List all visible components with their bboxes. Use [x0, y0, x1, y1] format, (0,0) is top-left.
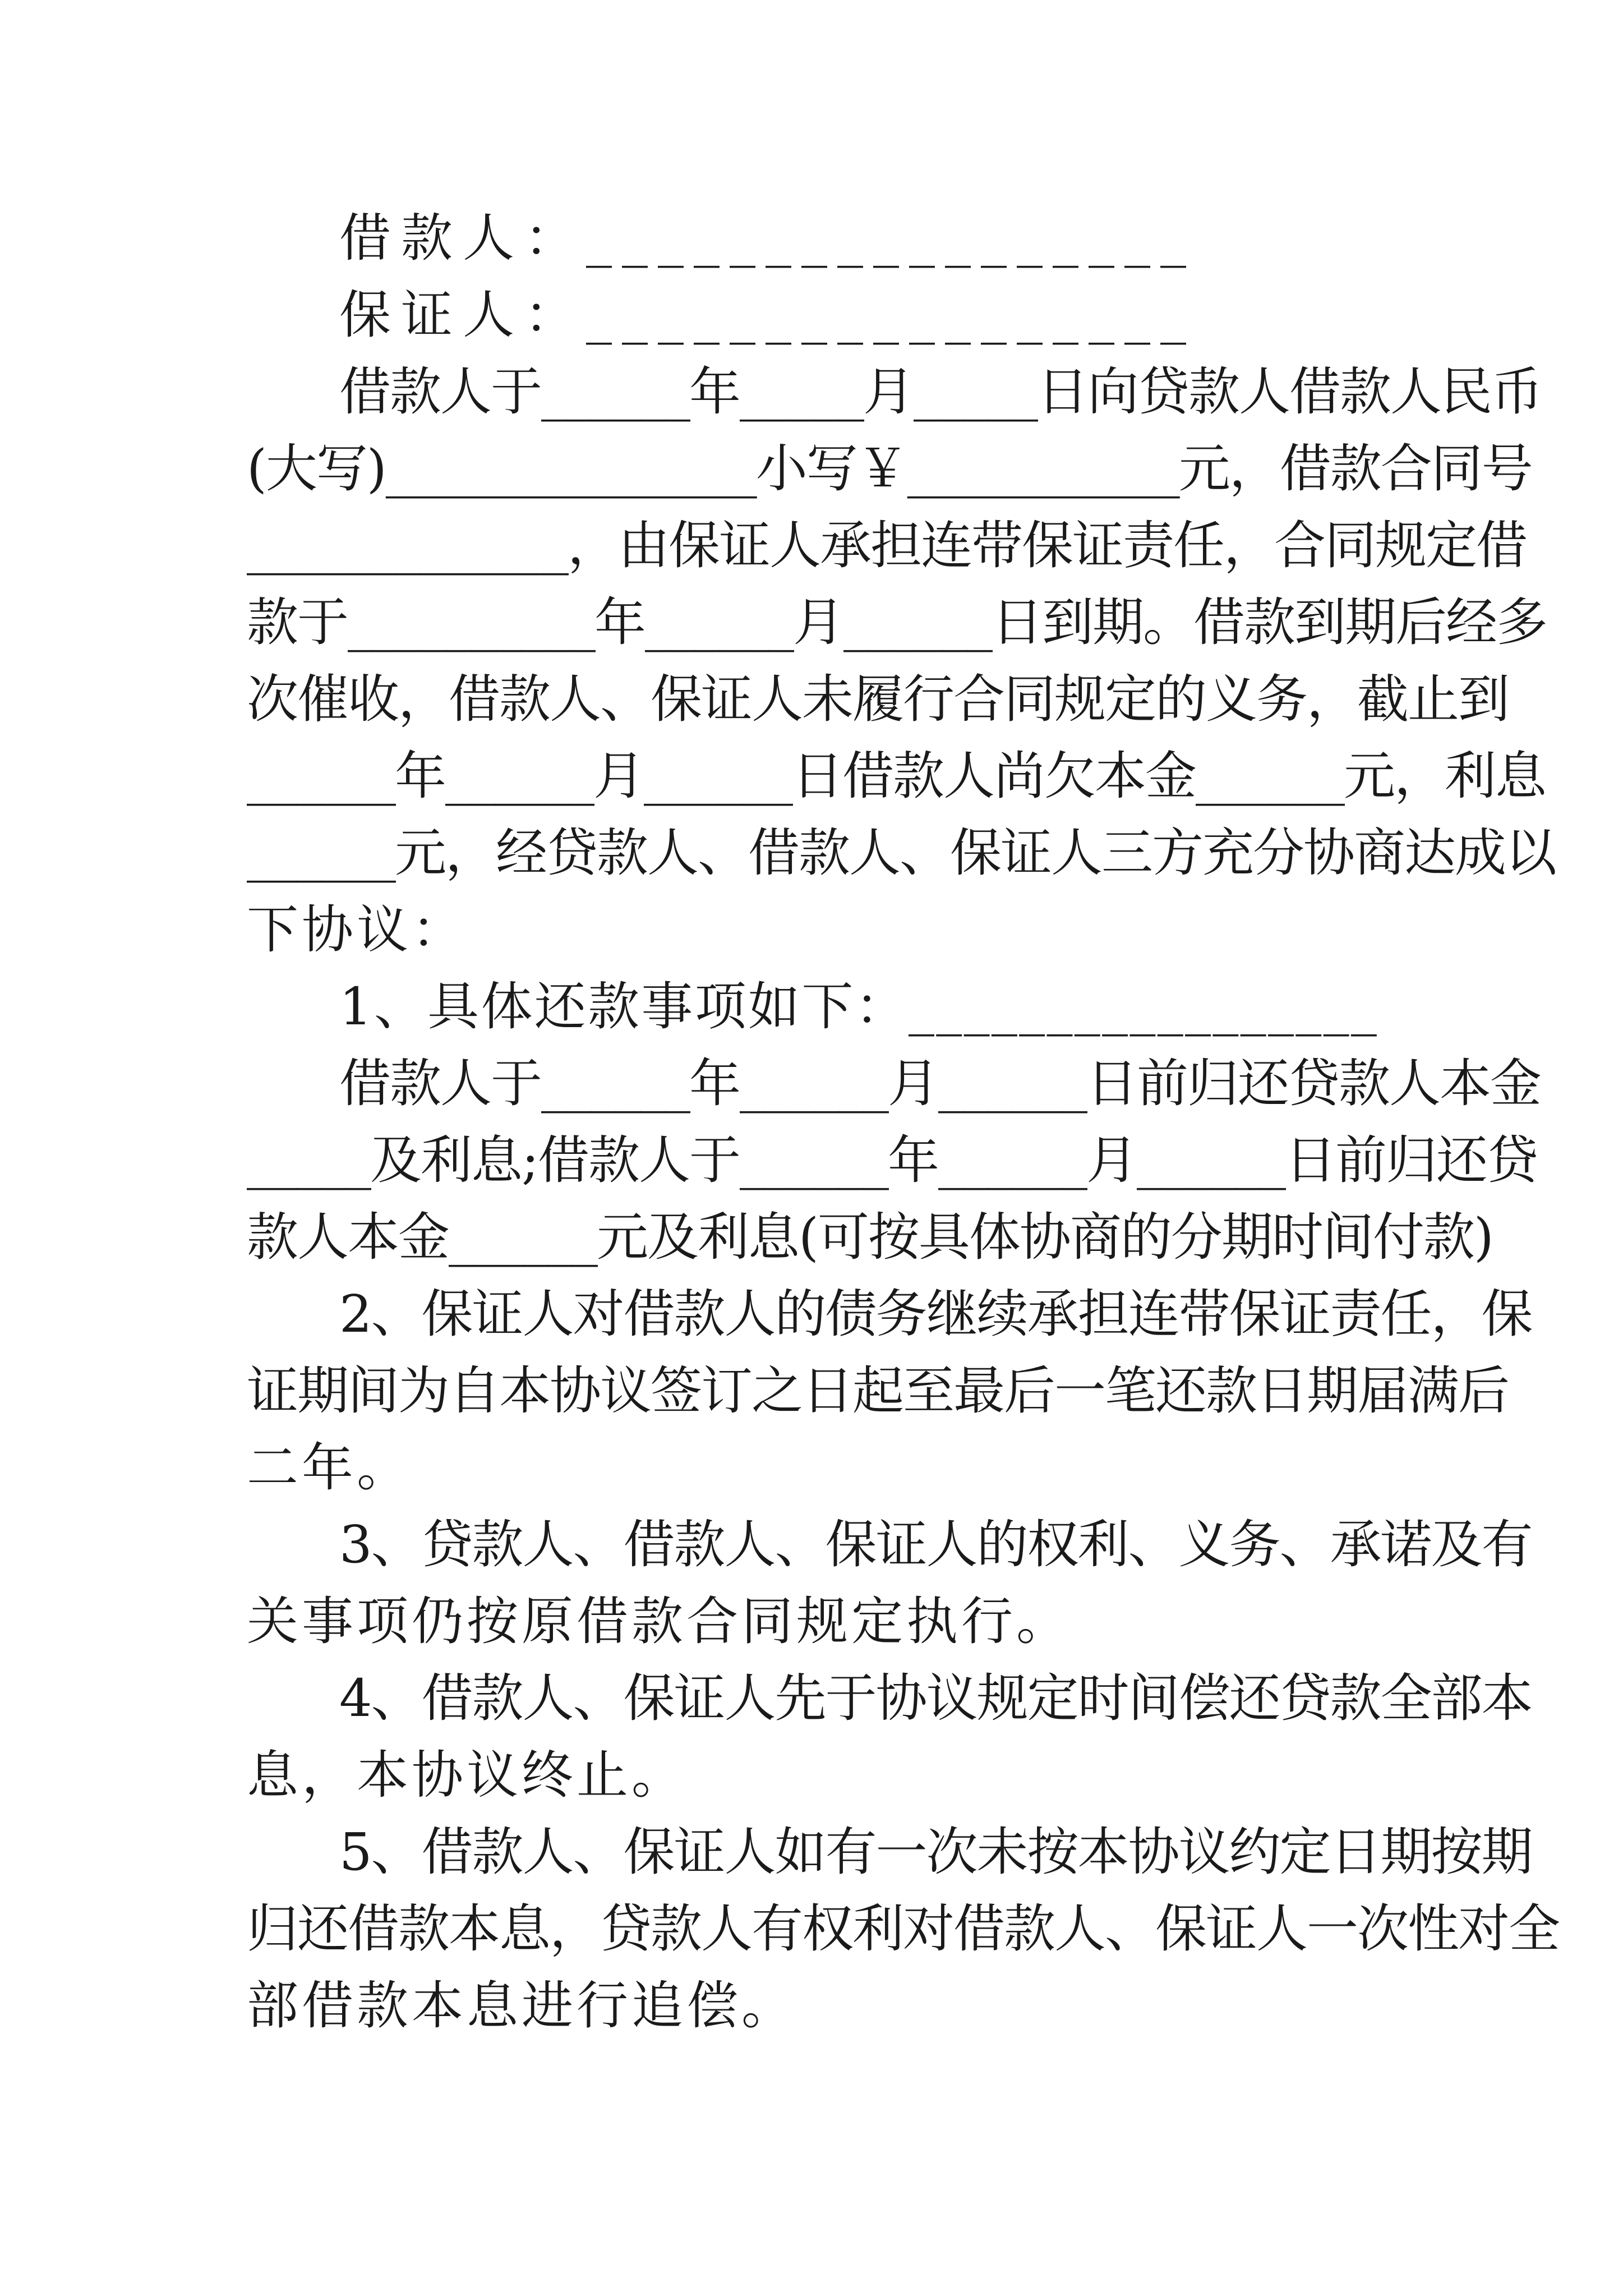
clause-1-detail-line: 款人本金______元及利息(可按具体协商的分期时间付款): [247, 1207, 1493, 1267]
paragraph-line: (大写)_______________小写￥___________元，借款合同号: [247, 439, 1532, 499]
paragraph-line: _____________，由保证人承担连带保证责任，合同规定借: [247, 516, 1527, 576]
borrower-line: 借款人：_________________: [339, 208, 1196, 268]
clause-1-line: 1、具体还款事项如下：_________________: [339, 977, 1379, 1037]
clause-4-line: 息，本协议终止。: [247, 1745, 687, 1805]
clause-5-line: 5、借款人、保证人如有一次未按本协议约定日期按期: [339, 1822, 1532, 1882]
clause-2-line: 二年。: [247, 1438, 412, 1498]
clause-1-detail-line: 借款人于______年______月______日前归还贷款人本金: [339, 1053, 1541, 1114]
guarantor-line: 保证人：_________________: [339, 285, 1196, 345]
paragraph-line: 借款人于______年_____月_____日向贷款人借款人民币: [339, 362, 1542, 422]
clause-5-line: 归还借款本息，贷款人有权利对借款人、保证人一次性对全: [247, 1899, 1560, 1959]
clause-4-line: 4、借款人、保证人先于协议规定时间偿还贷款全部本: [339, 1668, 1532, 1728]
clause-1-detail-line: _____及利息;借款人于______年______月______日前归还贷: [247, 1130, 1537, 1190]
paragraph-line: 次催收，借款人、保证人未履行合同规定的义务，截止到: [247, 669, 1509, 729]
paragraph-line: ______元，经贷款人、借款人、保证人三方充分协商达成以: [247, 823, 1556, 883]
clause-2-line: 证期间为自本协议签订之日起至最后一笔还款日期届满后: [247, 1361, 1509, 1421]
paragraph-line: 款于__________年______月______日到期。借款到期后经多: [247, 592, 1547, 652]
clause-2-line: 2、保证人对借款人的债务继续承担连带保证责任，保: [339, 1284, 1532, 1344]
paragraph-line: 下协议：: [247, 900, 467, 960]
paragraph-line: ______年______月______日借款人尚欠本金______元，利息: [247, 746, 1546, 806]
clause-3-line: 关事项仍按原借款合同规定执行。: [247, 1591, 1072, 1651]
clause-3-line: 3、贷款人、借款人、保证人的权利、义务、承诺及有: [339, 1515, 1532, 1575]
clause-5-line: 部借款本息进行追偿。: [247, 1976, 797, 2036]
